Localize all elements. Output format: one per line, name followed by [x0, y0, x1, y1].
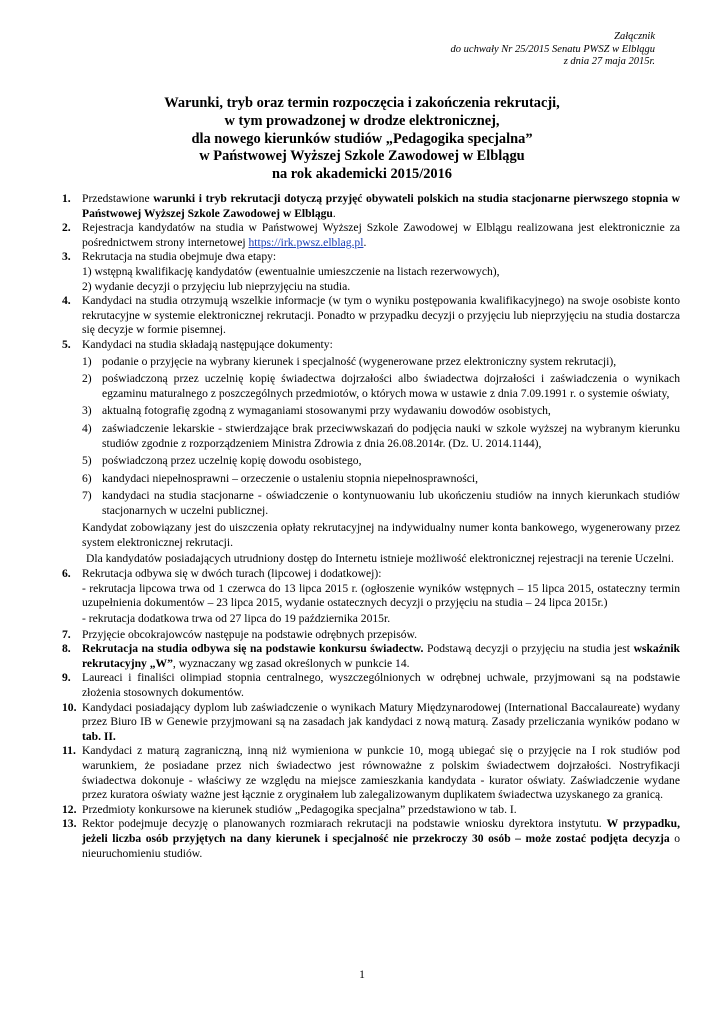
section-11 [62, 744, 680, 802]
document-list-item [82, 372, 680, 401]
fee-paragraph: Kandydat zobowiązany jest do uiszczenia opłaty rekrutacyjnej na indywidualny numer konta bankowego, wygenerowany przez system elektronicznej rekrutacji. [82, 521, 680, 550]
section-10 [62, 701, 680, 745]
document-list-item [82, 422, 680, 451]
list-item-text: poświadczoną przez uczelnię kopię dowodu osobistego, [102, 454, 362, 468]
section-8 [62, 642, 680, 671]
resolution-date: z dnia 27 maja 2015r. [563, 56, 655, 67]
section-9 [62, 671, 680, 700]
title-line-1: Warunki, tryb oraz termin rozpoczęcia i zakończenia rekrutacji, [164, 95, 560, 111]
list-item-number: 4) [82, 421, 92, 435]
section-bold-text: W przypadku, jeżeli liczba osób przyjętych na dany kierunek i specjalność nie przekroczy 30 osób – może zostać podjęta decyzja [82, 817, 680, 845]
document-title [60, 95, 664, 184]
list-item-text: zaświadczenie lekarskie - stwierdzające brak przeciwwskazań do podjęcia nauki w szkole wyższej na wybranym kierunku studiów zgodnie z rozporządzeniem Ministra Zdrowia z dnia 26.08.2014r. (Dz. U. 2014.1144), [102, 421, 680, 450]
title-line-5: na rok akademicki 2015/2016 [271, 166, 453, 183]
section-number: 7. [62, 627, 71, 641]
section-number: 2. [62, 221, 71, 235]
section-number: 9. [62, 671, 71, 685]
section-number: 11. [62, 744, 76, 758]
indicator-w: wskaźnik rekrutacyjny „W” [82, 642, 680, 670]
document-list-item [82, 355, 680, 370]
page-number: 1 [359, 968, 365, 981]
list-item-text: kandydaci na studia stacjonarne - oświadczenie o kontynuowaniu lub ukończeniu studiów na innych kierunkach studiów stacjonarnych w uczelni publicznej. [102, 489, 680, 517]
section-2 [62, 221, 680, 250]
list-item-number: 7) [82, 489, 92, 503]
internet-access-paragraph: Dla kandydatów posiadających utrudniony dostęp do Internetu istnieje możliwość elektronicznej rejestracji na terenie Uczelni. [86, 551, 674, 565]
list-item-text: kandydaci niepełnosprawni – orzeczenie o ustaleniu stopnia niepełnosprawności, [102, 471, 479, 485]
document-list-item [82, 454, 680, 469]
section-number: 8. [62, 642, 71, 656]
stage-2: 2) wydanie decyzji o przyjęciu lub nieprzyjęciu na studia. [82, 279, 351, 293]
section-text: Rekrutacja na studia obejmuje dwa etapy: [82, 250, 277, 264]
section-4 [62, 294, 680, 338]
document-body [62, 192, 680, 861]
section-13 [62, 817, 680, 861]
list-item-number: 3) [82, 404, 92, 418]
section-text: Rektor podejmuje decyzję o planowanych rozmiarach rekrutacji na podstawie wniosku dyrektora instytutu. [82, 817, 607, 831]
section-number: 5. [62, 337, 71, 351]
section-number: 4. [62, 294, 71, 308]
list-item-text: podanie o przyjęcie na wybrany kierunek i specjalność (wygenerowane przez elektroniczny system rekrutacji), [102, 354, 617, 368]
list-item-text: poświadczoną przez uczelnię kopię świadectwa dojrzałości albo świadectwa dojrzałości i zaświadczenia o wynikach egzaminu maturalnego z poszczególnych przedmiotów, o których mowa w ustawie z dnia 7.09.1991 r. o systemie oświaty, [102, 372, 680, 400]
additional-recruitment: - rekrutacja dodatkowa trwa od 27 lipca do 19 października 2015r. [82, 612, 391, 626]
section-12 [62, 803, 680, 818]
section-text: Kandydaci z maturą zagraniczną, inną niż wymieniona w punkcie 10, mogą ubiegać się o przyjęcie na I rok studiów pod warunkiem, że posiadane przez nich świadectwo jest równoważne z polskim świadectwem dojrzałości. Nostryfikacji świadectwa dokonuje - właściwy ze względu na miejsce zamieszkania kandydata - kurator oświaty. Zaświadczenie wydane przez kuratora oświaty ważne jest łącznie z oryginałem lub zalegalizowanym duplikatem świadectwa uzyskanego za granicą. [82, 744, 680, 802]
section-text: Laureaci i finaliści olimpiad stopnia centralnego, wyszczególnionych w odrębnej uchwale, przyjmowani są na podstawie złożenia stosownych dokumentów. [82, 671, 680, 699]
section-1 [62, 192, 680, 221]
section-text-end: o nieuruchomieniu studiów. [82, 831, 680, 860]
section-bold-text: Rekrutacja na studia odbywa się na podstawie konkursu świadectw. [82, 642, 424, 656]
section-6 [62, 567, 680, 582]
section-text: Kandydaci na studia składają następujące dokumenty: [82, 337, 333, 351]
title-line-3: dla nowego kierunków studiów „Pedagogika specjalna” [191, 130, 533, 147]
irk-website-link[interactable]: https://irk.pwsz.elblag.pl [248, 235, 364, 249]
section-text-end: , wyznaczany wg zasad określonych w punkcie 14. [172, 656, 410, 670]
table-reference: tab. II. [82, 729, 116, 743]
section-text: Rekrutacja odbywa się w dwóch turach (lipcowej i dodatkowej): [82, 567, 382, 581]
document-list-item [82, 489, 680, 518]
list-item-text: aktualną fotografię zgodną z wymaganiami stosowanymi przy wydawaniu dowodów osobistych, [102, 404, 551, 418]
section-text: Przedmioty konkursowe na kierunek studiów „Pedagogika specjalna” przedstawiono w tab. I. [82, 802, 517, 816]
section-text: Rejestracja kandydatów na studia w Państwowej Wyższej Szkole Zawodowej w Elblągu realizowana jest elektronicznie za pośrednictwem strony internetowej [82, 221, 680, 249]
document-list-item [82, 404, 680, 419]
section-number: 10. [62, 700, 77, 714]
attachment-label: Załącznik [614, 31, 655, 42]
document-list-item [82, 472, 680, 487]
title-line-4: w Państwowej Wyższej Szkole Zawodowej w Elblągu [199, 148, 525, 165]
section-text-end: . [363, 235, 367, 249]
section-text-end: . [332, 206, 336, 220]
july-recruitment: - rekrutacja lipcowa trwa od 1 czerwca do 13 lipca 2015 r. (ogłoszenie wyników wstępnych – 15 lipca 2015, ostateczny termin uzupełnienia dokumentów – 23 lipca 2015, wydanie ostatecznych decyzji o przyjęciu na studia – 24 lipca 2015r.) [82, 581, 680, 610]
list-item-number: 5) [82, 454, 92, 468]
section-number: 3. [62, 250, 71, 264]
section-number: 12. [62, 802, 77, 816]
list-item-number: 2) [82, 372, 92, 386]
section-text: Kandydaci posiadający dyplom lub zaświadczenie o wynikach Matury Międzynarodowej (International Baccalaureate) wydany przez Biuro IB w Genewie przyjmowani są na zasadach jak kandydaci z nową maturą. Zasady przeliczania wyników podano w [82, 700, 680, 729]
section-bold-text: warunki i tryb rekrutacji dotyczą przyjęć obywateli polskich na studia stacjonarne pierwszego stopnia w Państwowej Wyższej Szkole Zawodowej w Elblągu [82, 192, 680, 220]
section-number: 13. [62, 817, 77, 831]
section-text: Podstawą decyzji o przyjęciu na studia jest [423, 642, 634, 656]
resolution-reference: do uchwały Nr 25/2015 Senatu PWSZ w Elblągu [450, 43, 655, 55]
section-text: Kandydaci na studia otrzymują wszelkie informacje (w tym o wyniku postępowania kwalifikacyjnego) na swoje osobiste konto rekrutacyjne w systemie elektronicznej rekrutacji. Ponadto w przypadku decyzji o przyjęciu lub nieprzyjęciu na studia dostarcza się decyzje w formie pisemnej. [82, 294, 680, 337]
section-7 [62, 628, 680, 643]
attachment-note [315, 31, 655, 69]
section-number: 6. [62, 567, 71, 581]
list-item-number: 1) [82, 354, 92, 368]
section-text: Przedstawione [82, 192, 154, 205]
title-line-2: w tym prowadzonej w drodze elektronicznej, [224, 112, 500, 129]
section-text: Przyjęcie obcokrajowców następuje na podstawie odrębnych przepisów. [82, 627, 418, 641]
section-number: 1. [62, 192, 71, 205]
stage-1: 1) wstępną kwalifikację kandydatów (ewentualnie umieszczenie na listach rezerwowych), [82, 264, 500, 278]
list-item-number: 6) [82, 471, 92, 485]
section-3 [62, 250, 680, 294]
section-5 [62, 338, 680, 519]
